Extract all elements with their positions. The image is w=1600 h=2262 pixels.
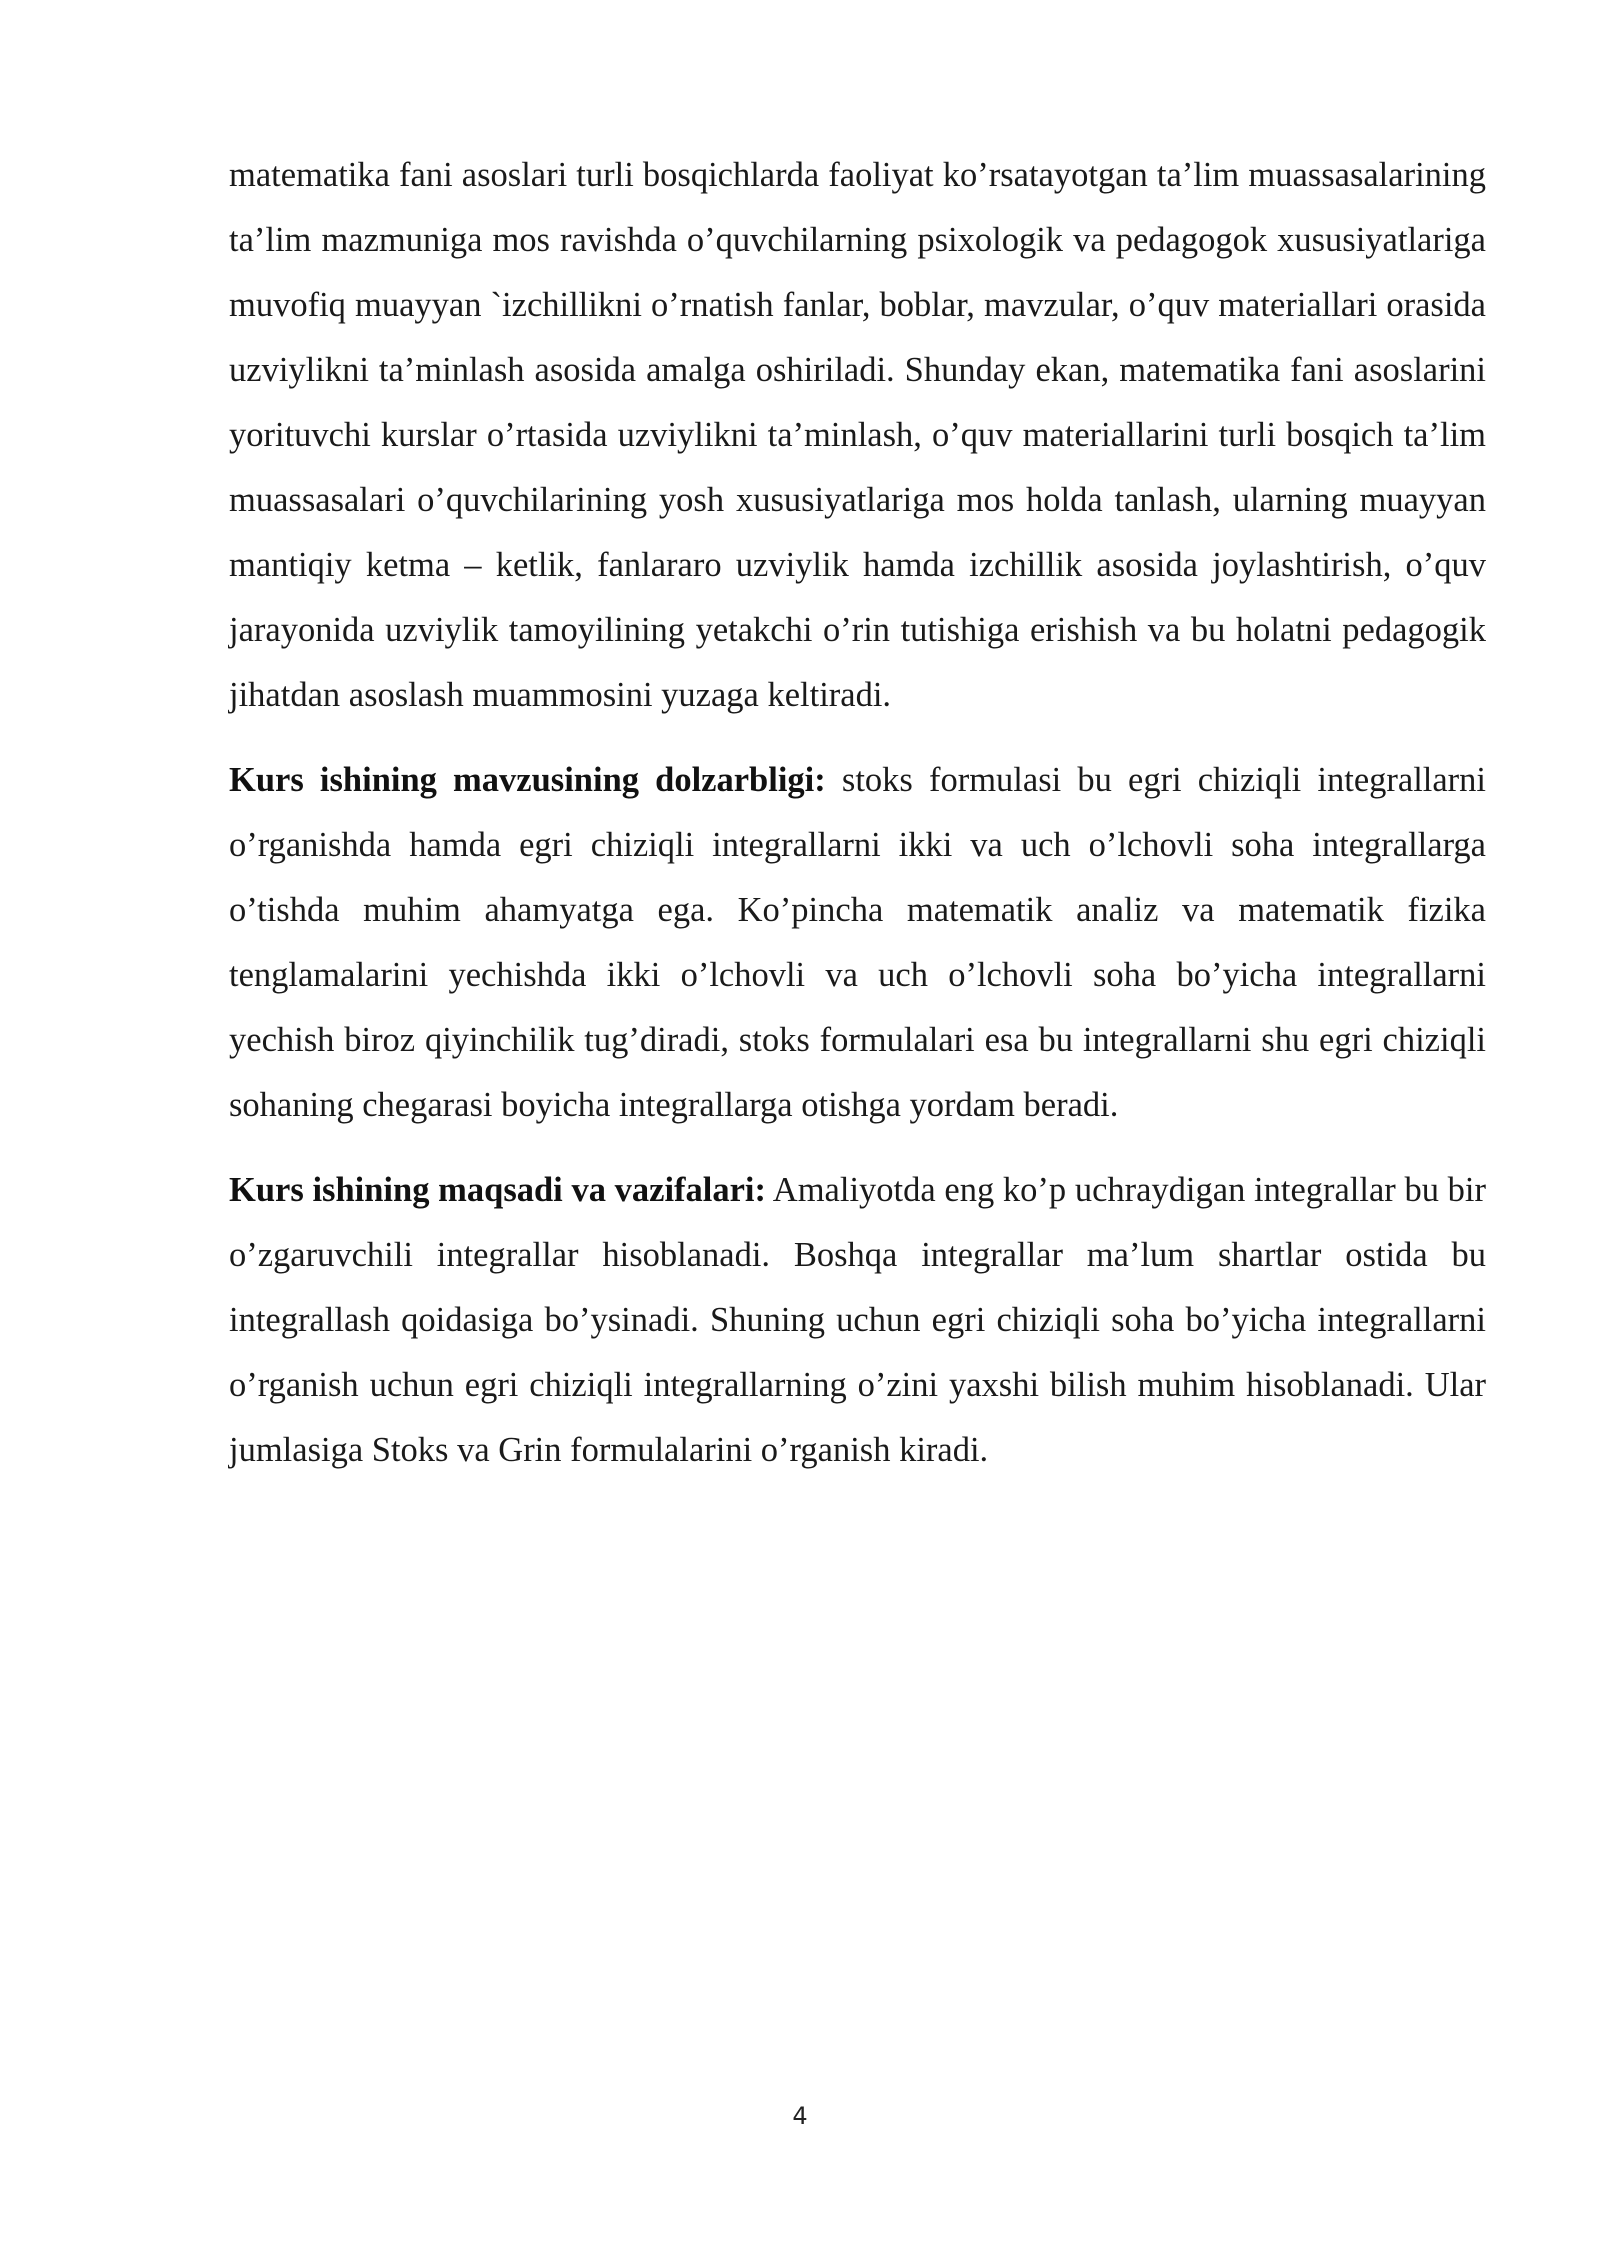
document-body (229, 143, 1486, 1503)
paragraph-goals (229, 1158, 1486, 1483)
paragraph-goals-heading: Kurs ishining maqsadi va vazifalari: (229, 1171, 767, 1209)
paragraph-intro-text: matematika fani asoslari turli bosqichlarda faoliyat ko’rsatayotgan ta’lim muassasalarining ta’lim mazmuniga mos ravishda o’quvchilarning psixologik va pedagogok xususiyatlariga muvofiq muayyan `izchillikni o’rnatish fanlar, boblar, mavzular, o’quv materiallari orasida uzviylikni ta’minlash asosida amalga oshiriladi. Shunday ekan, matematika fani asoslarini yorituvchi kurslar o’rtasida uzviylikni ta’minlash, o’quv materiallarini turli bosqich ta’lim muassasalari o’quvchilarining yosh xususiyatlariga mos holda tanlash, ularning muayyan mantiqiy ketma – ketlik, fanlararo uzviylik hamda izchillik asosida joylashtirish, o’quv jarayonida uzviylik tamoyilining yetakchi o’rin tutishiga erishish va bu holatni pedagogik jihatdan asoslash muammosini yuzaga keltiradi. (229, 156, 1486, 714)
paragraph-intro (229, 143, 1486, 728)
paragraph-relevance-text: stoks formulasi bu egri chiziqli integrallarni o’rganishda hamda egri chiziqli integrallarni ikki va uch o’lchovli soha integrallarga o’tishda muhim ahamyatga ega. Ko’pincha matematik analiz va matematik fizika tenglamalarini yechishda ikki o’lchovli va uch o’lchovli soha bo’yicha integrallarni yechish biroz qiyinchilik tug’diradi, stoks formulalari esa bu integrallarni shu egri chiziqli sohaning chegarasi boyicha integrallarga otishga yordam beradi. (229, 761, 1486, 1124)
page-number: 4 (792, 2102, 808, 2130)
paragraph-goals-text: Amaliyotda eng ko’p uchraydigan integrallar bu bir o’zgaruvchili integrallar hisoblanadi. Boshqa integrallar ma’lum shartlar ostida bu integrallash qoidasiga bo’ysinadi. Shuning uchun egri chiziqli soha bo’yicha integrallarni o’rganish uchun egri chiziqli integrallarning o’zini yaxshi bilish muhim hisoblanadi. Ular jumlasiga Stoks va Grin formulalarini o’rganish kiradi. (229, 1171, 1486, 1469)
paragraph-relevance (229, 748, 1486, 1138)
paragraph-relevance-heading: Kurs ishining mavzusining dolzarbligi: (229, 761, 826, 799)
